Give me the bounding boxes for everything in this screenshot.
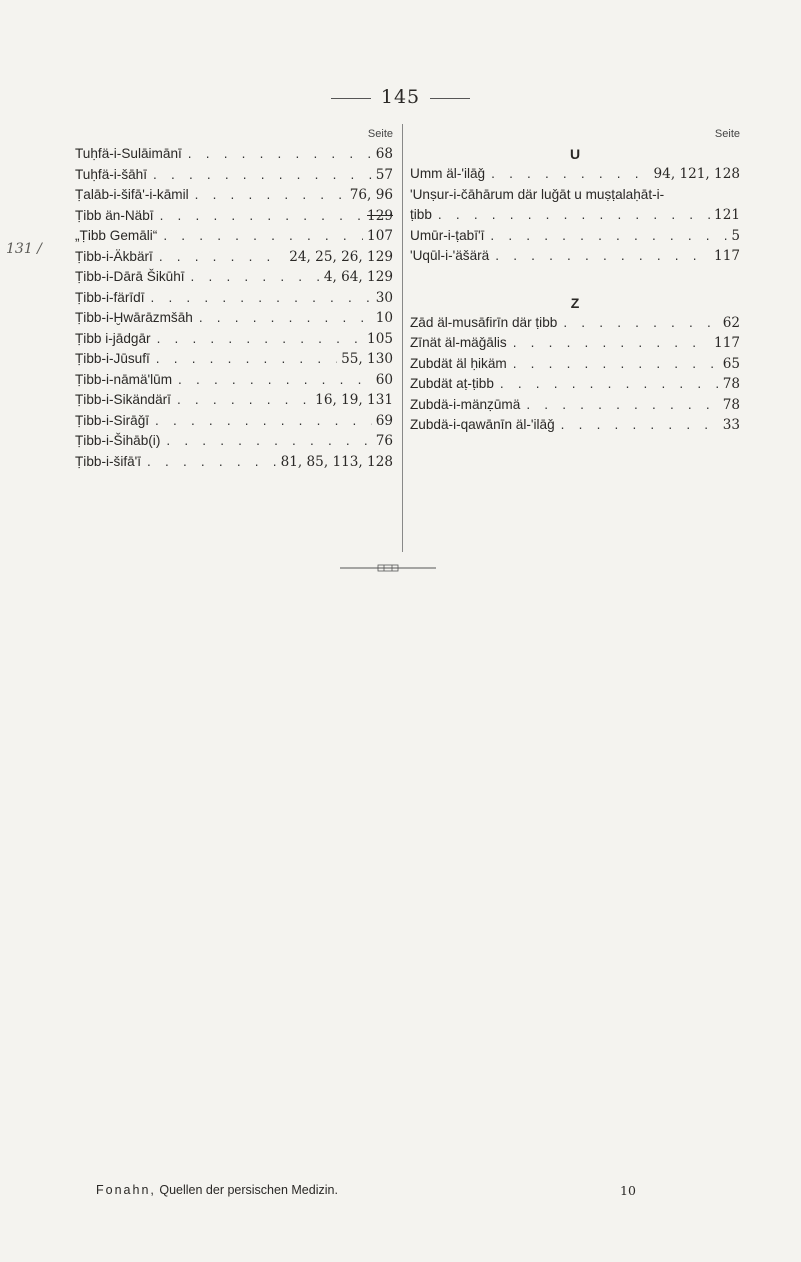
leader-dots	[193, 308, 372, 329]
entry-pages: 60	[375, 371, 393, 388]
entry-term-continuation: ṭibb	[410, 207, 432, 222]
page-number-rule-left	[331, 98, 371, 99]
leader-dots	[182, 144, 372, 165]
section-letter-heading: Z	[570, 294, 580, 311]
leader-dots	[151, 329, 363, 350]
entry-term: Zubdät aṭ-ṭibb	[410, 376, 494, 391]
leader-dots	[149, 411, 372, 432]
leader-dots	[507, 333, 710, 354]
index-entry	[75, 370, 393, 391]
index-entry	[410, 185, 740, 206]
leader-dots	[150, 349, 337, 370]
leader-dots	[185, 267, 320, 288]
entry-pages: 117	[714, 335, 740, 351]
index-entry	[75, 431, 393, 452]
leader-dots	[520, 395, 718, 416]
index-entry	[410, 374, 740, 395]
page-number: 145	[0, 86, 801, 108]
seite-label-left: Seite	[367, 128, 393, 140]
entry-term: Zubdä-i-mänẓūmä	[410, 396, 521, 412]
leader-dots	[555, 415, 719, 436]
index-entry	[75, 329, 393, 350]
leader-dots	[494, 374, 719, 395]
footer-sheet-number: 10	[620, 1183, 636, 1198]
leader-dots	[141, 452, 277, 473]
index-entry	[410, 164, 740, 185]
index-entry	[75, 185, 393, 206]
entry-pages: 105	[367, 330, 393, 347]
leader-dots	[507, 354, 719, 375]
entry-pages: 81, 85, 113, 128	[280, 453, 393, 470]
leader-dots	[160, 431, 371, 452]
leader-dots	[484, 226, 727, 247]
entry-term: Tuḥfä-i-Sulāimānī	[75, 146, 182, 161]
entry-term: Ṭibb än-Näbī	[75, 207, 154, 223]
footer-citation	[96, 1183, 338, 1197]
entry-term: Ṭibb-i-Ḫwārāzmšāh	[75, 310, 193, 325]
entry-pages: 57	[375, 166, 393, 183]
column-divider	[402, 124, 403, 552]
leader-dots	[145, 288, 372, 309]
entry-pages: 78	[722, 376, 740, 392]
entry-pages: 65	[722, 355, 740, 372]
entry-term: „Ṭibb Gemāli“	[75, 228, 158, 243]
right-column	[410, 128, 740, 436]
index-entry	[75, 206, 393, 227]
entry-term: Ṭibb-i-Dārā Šikūhī	[75, 269, 185, 284]
entry-term: Zubdä-i-qawānīn äl-'ilāǧ	[410, 417, 555, 432]
index-entry	[410, 354, 740, 375]
ornament-divider	[340, 563, 436, 573]
index-entry	[75, 452, 393, 473]
index-entry	[75, 308, 393, 329]
entry-term: Umm äl-'ilāǧ	[410, 166, 486, 181]
entry-term: Ṭibb-i-Sirāǧī	[75, 412, 150, 428]
entry-pages: 69	[375, 412, 393, 429]
entry-term: Ṭibb i-jādgār	[75, 330, 151, 346]
entry-pages: 76, 96	[349, 187, 393, 203]
entry-pages: 78	[722, 396, 740, 413]
section-letter-heading: U	[569, 146, 581, 162]
leader-dots	[172, 370, 372, 391]
entry-term: Ṭibb-i-Sikändärī	[75, 392, 171, 407]
entry-pages: 30	[375, 289, 393, 306]
leader-dots	[189, 185, 346, 206]
entry-term: Zīnät äl-mäǧālis	[410, 335, 507, 350]
seite-label-right: Seite	[714, 128, 740, 140]
entry-term: Ṭibb-i-Jūsufī	[75, 351, 150, 366]
leader-dots	[147, 165, 372, 186]
left-entry-list	[75, 144, 393, 472]
footer-author: Fonahn,	[96, 1183, 156, 1197]
page-number-rule-right	[430, 98, 470, 99]
leader-dots	[171, 390, 311, 411]
entry-pages: 16, 19, 131	[315, 392, 393, 408]
index-entry	[410, 333, 740, 354]
entry-pages: 76	[375, 433, 393, 449]
entry-term: Ṭibb-i-färīdī	[75, 289, 145, 305]
leader-dots	[485, 164, 649, 185]
right-section-list	[410, 144, 740, 436]
index-entry	[75, 165, 393, 186]
entry-term: 'Unṣur-i-čāhārum där luǧāt u muṣṭalaḥāt-i-	[410, 186, 665, 202]
index-entry	[75, 288, 393, 309]
entry-pages: 68	[375, 146, 393, 162]
handwritten-margin-note: 131 /	[6, 241, 42, 257]
entry-pages: 117	[714, 248, 740, 264]
entry-term: Zubdät äl ḥikäm	[410, 355, 507, 371]
index-entry	[410, 313, 740, 334]
entry-term: Zād äl-musāfirīn där ṭibb	[410, 314, 558, 330]
entry-term: Ṭalāb-i-šifā'-i-kāmil	[75, 187, 189, 202]
index-entry	[75, 247, 393, 268]
entry-pages: 121	[714, 207, 740, 223]
leader-dots	[157, 226, 363, 247]
index-entry	[410, 246, 740, 267]
index-entry	[410, 395, 740, 416]
leader-dots	[557, 313, 718, 334]
entry-term: Umūr-i-ṭabī'ī	[410, 227, 485, 243]
index-entry	[75, 226, 393, 247]
entry-term: Tuḥfä-i-šāhī	[75, 166, 148, 182]
left-column	[75, 128, 393, 472]
index-entry	[75, 411, 393, 432]
index-entry	[410, 415, 740, 436]
leader-dots	[153, 247, 285, 268]
leader-dots	[489, 246, 710, 267]
entry-term: 'Uqūl-i-'äšärä	[410, 248, 490, 263]
entry-pages: 5	[731, 227, 740, 244]
entry-term: Ṭibb-i-nāmä'lūm	[75, 371, 173, 387]
entry-term: Ṭibb-i-Šihāb(i)	[75, 433, 161, 448]
index-entry	[75, 267, 393, 288]
entry-pages: 4, 64, 129	[323, 269, 393, 285]
entry-term: Ṭibb-i-Äkbärī	[75, 248, 153, 264]
leader-dots	[432, 205, 710, 226]
index-entry	[75, 349, 393, 370]
index-entry	[410, 226, 740, 247]
entry-pages: 62	[722, 314, 740, 331]
section-spacer	[410, 267, 740, 293]
entry-pages: 94, 121, 128	[653, 166, 740, 182]
index-entry	[75, 390, 393, 411]
index-entry	[75, 144, 393, 165]
entry-pages: 33	[722, 417, 740, 433]
entry-pages: 107	[367, 228, 393, 244]
entry-pages: 10	[375, 310, 393, 326]
index-entry-continuation	[410, 205, 740, 226]
entry-pages: 24, 25, 26, 129	[289, 248, 393, 265]
footer-title: Quellen der persischen Medizin.	[159, 1183, 338, 1197]
entry-pages: 129	[367, 207, 393, 224]
entry-term: Ṭibb-i-šifā'ī	[75, 453, 142, 469]
leader-dots	[154, 206, 363, 227]
entry-pages: 55, 130	[341, 351, 393, 367]
